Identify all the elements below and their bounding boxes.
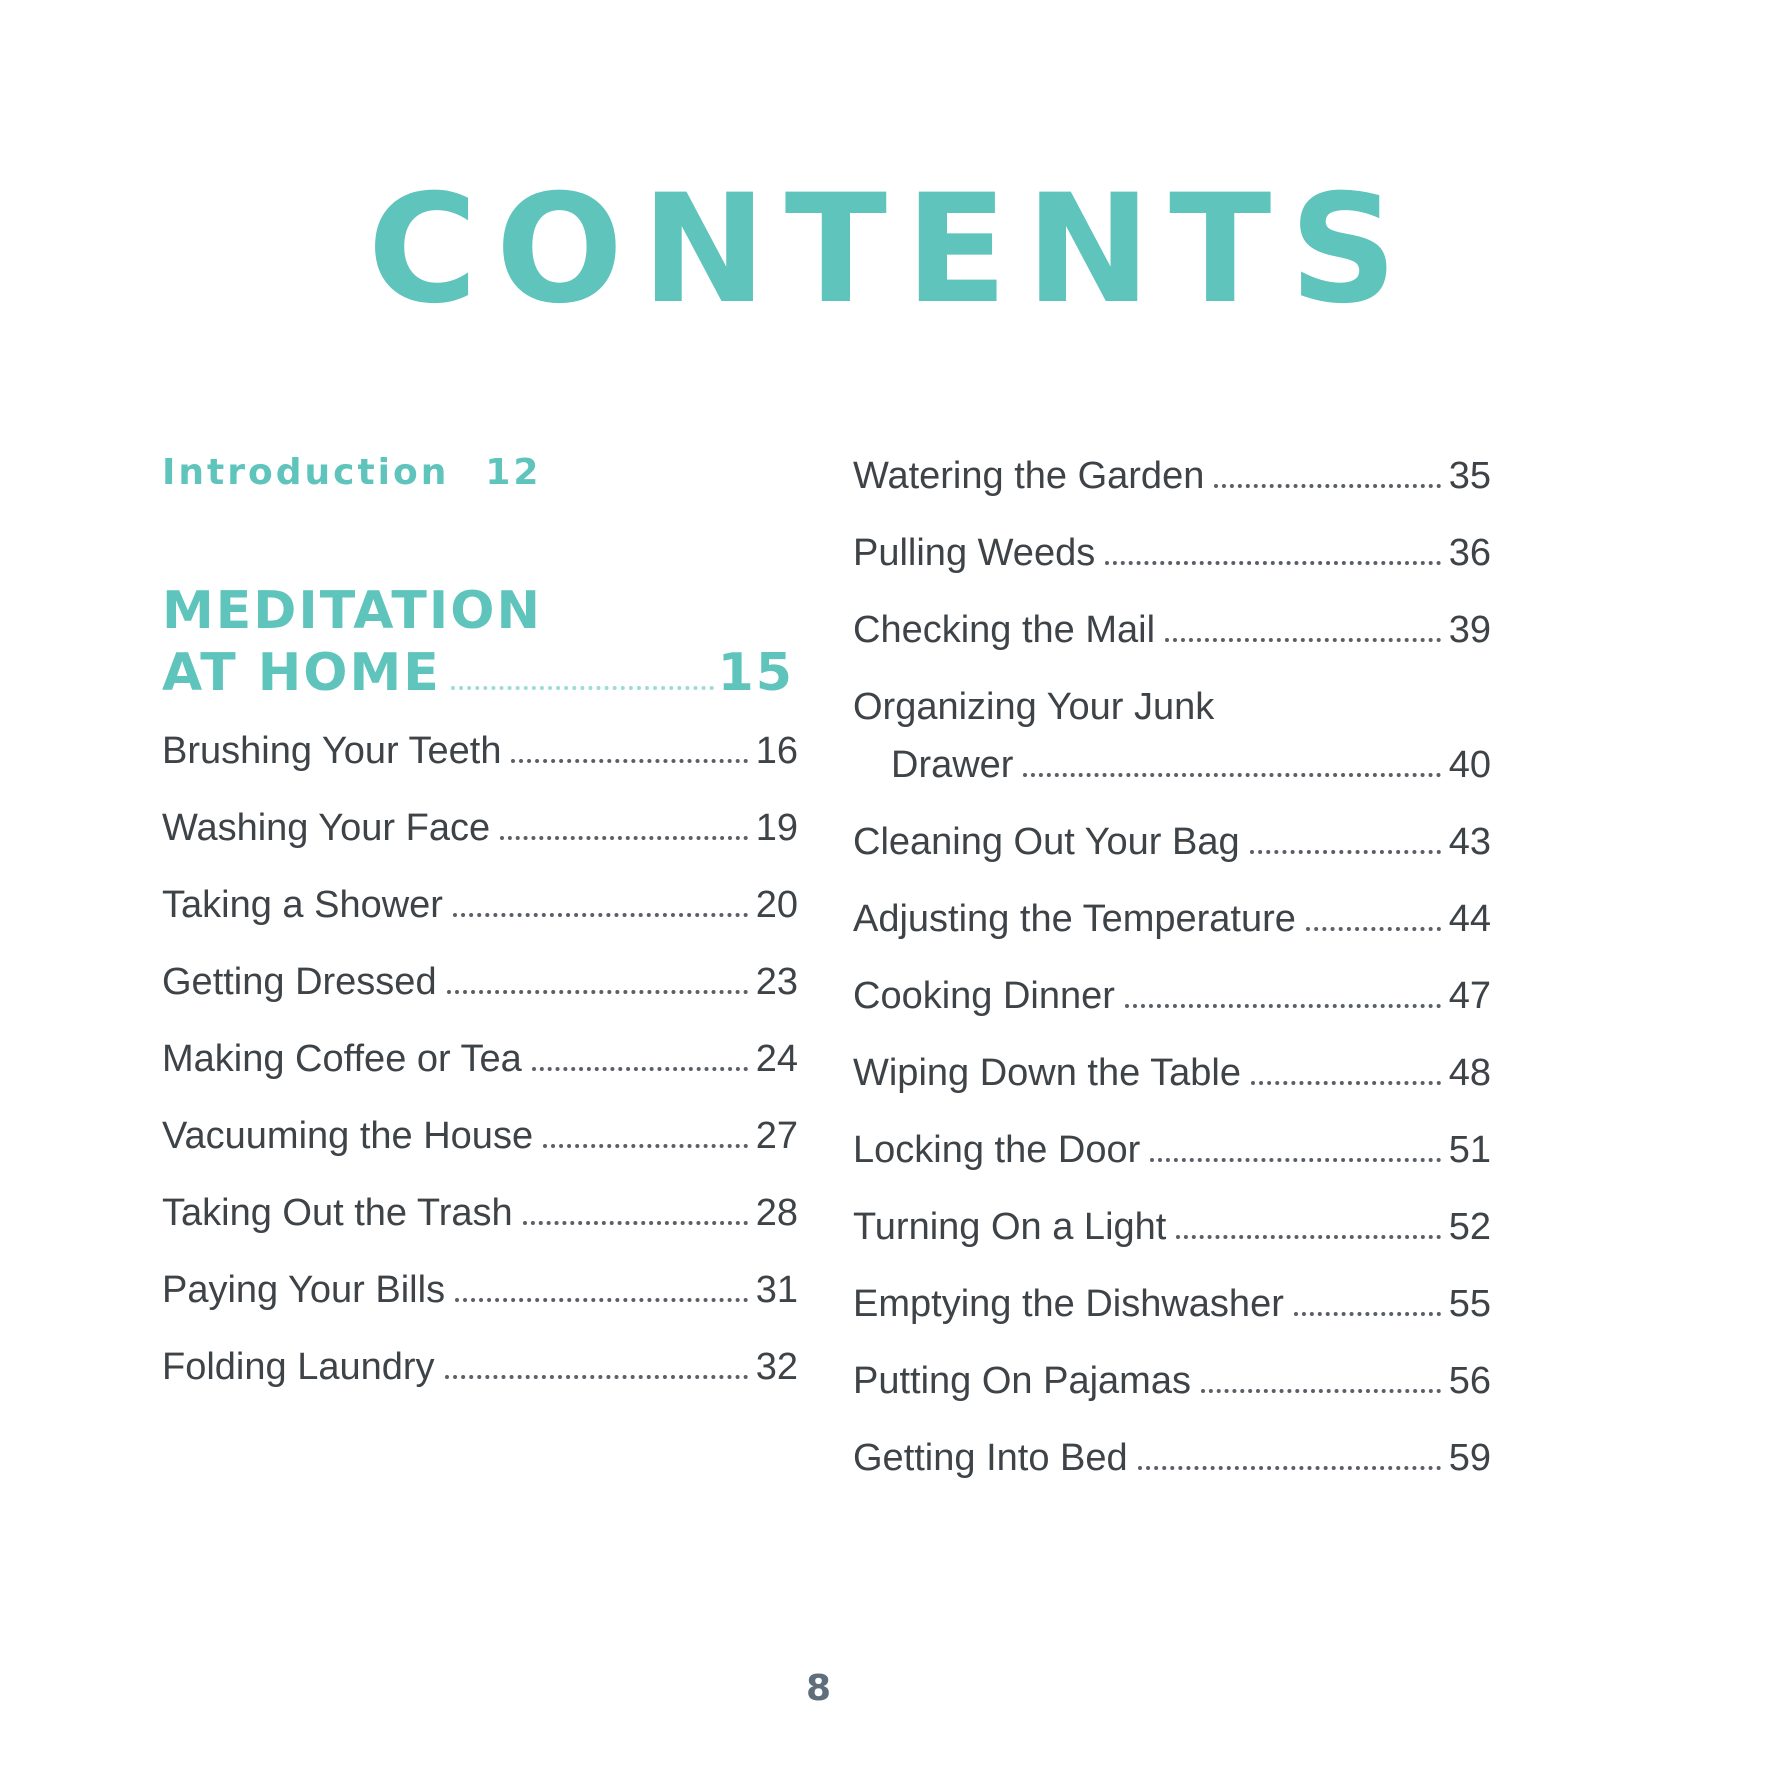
entry-page: 31	[755, 1269, 798, 1311]
toc-entry[interactable]	[162, 1346, 798, 1423]
entry-page: 55	[1448, 1283, 1491, 1325]
entry-title-continued: Drawer	[891, 744, 1014, 786]
leader-dots	[1138, 1466, 1441, 1470]
entry-title: Pulling Weeds	[853, 532, 1096, 574]
leader-dots	[1251, 1081, 1441, 1085]
entry-title: Getting Dressed	[162, 961, 437, 1003]
section-title-line2: AT HOME	[162, 643, 441, 703]
toc-introduction[interactable]	[162, 452, 542, 493]
entry-page: 23	[755, 961, 798, 1003]
toc-entry[interactable]	[853, 686, 1491, 821]
entry-title: Taking a Shower	[162, 884, 443, 926]
entry-title: Turning On a Light	[853, 1206, 1167, 1248]
leader-dots	[1294, 1312, 1441, 1316]
toc-entry[interactable]	[853, 1129, 1491, 1206]
toc-entry[interactable]	[853, 1206, 1491, 1283]
entry-page: 43	[1448, 821, 1491, 863]
leader-dots	[453, 913, 748, 917]
entry-page: 36	[1448, 532, 1491, 574]
entry-page: 48	[1448, 1052, 1491, 1094]
toc-entry[interactable]	[853, 455, 1491, 532]
entry-page: 39	[1448, 609, 1491, 651]
section-title-line1: MEDITATION	[162, 581, 542, 641]
leader-dots	[1023, 773, 1440, 777]
entry-title: Cleaning Out Your Bag	[853, 821, 1240, 863]
entry-title: Making Coffee or Tea	[162, 1038, 522, 1080]
entry-title: Getting Into Bed	[853, 1437, 1128, 1479]
page-number: 8	[805, 1668, 832, 1709]
toc-entry[interactable]	[162, 1038, 798, 1115]
leader-dots	[1201, 1389, 1441, 1393]
toc-entry[interactable]	[853, 1360, 1491, 1437]
entry-page: 40	[1448, 744, 1491, 786]
leader-dots	[532, 1067, 748, 1071]
leader-dots	[1165, 638, 1441, 642]
entry-page: 19	[755, 807, 798, 849]
toc-entry[interactable]	[162, 961, 798, 1038]
toc-entry[interactable]	[853, 609, 1491, 686]
toc-entry[interactable]	[162, 730, 798, 807]
toc-entry[interactable]	[853, 1437, 1491, 1514]
leader-dots	[523, 1221, 748, 1225]
introduction-page: 12	[485, 452, 542, 493]
entry-title: Washing Your Face	[162, 807, 491, 849]
entry-title: Cooking Dinner	[853, 975, 1115, 1017]
section-page: 15	[717, 643, 794, 703]
entry-page: 56	[1448, 1360, 1491, 1402]
entry-title: Adjusting the Temperature	[853, 898, 1296, 940]
toc-left-column	[162, 730, 798, 1423]
entry-title: Folding Laundry	[162, 1346, 435, 1388]
leader-dots	[1306, 927, 1441, 931]
entry-page: 44	[1448, 898, 1491, 940]
entry-page: 28	[755, 1192, 798, 1234]
leader-dots	[455, 1298, 748, 1302]
entry-title: Putting On Pajamas	[853, 1360, 1191, 1402]
leader-dots	[1125, 1004, 1441, 1008]
toc-entry[interactable]	[853, 532, 1491, 609]
leader-dots	[511, 759, 747, 763]
leader-dots	[543, 1144, 748, 1148]
entry-page: 20	[755, 884, 798, 926]
section-leader-dots	[451, 686, 714, 690]
entry-page: 35	[1448, 455, 1491, 497]
toc-entry[interactable]	[853, 898, 1491, 975]
page-title: CONTENTS	[367, 163, 1416, 337]
entry-page: 32	[755, 1346, 798, 1388]
leader-dots	[1150, 1158, 1440, 1162]
toc-entry[interactable]	[162, 1192, 798, 1269]
toc-entry[interactable]	[162, 1269, 798, 1346]
entry-title: Taking Out the Trash	[162, 1192, 513, 1234]
leader-dots	[445, 1375, 748, 1379]
leader-dots	[447, 990, 748, 994]
entry-page: 24	[755, 1038, 798, 1080]
toc-right-column	[853, 455, 1491, 1514]
toc-entry[interactable]	[853, 821, 1491, 898]
section-heading[interactable]	[162, 580, 794, 704]
toc-entry[interactable]	[853, 975, 1491, 1052]
entry-title: Brushing Your Teeth	[162, 730, 502, 772]
leader-dots	[1250, 850, 1441, 854]
entry-page: 16	[755, 730, 798, 772]
leader-dots	[1176, 1235, 1440, 1239]
toc-entry[interactable]	[853, 1052, 1491, 1129]
entry-page: 47	[1448, 975, 1491, 1017]
entry-title: Emptying the Dishwasher	[853, 1283, 1284, 1325]
toc-entry[interactable]	[853, 1283, 1491, 1360]
entry-page: 27	[755, 1115, 798, 1157]
entry-page: 59	[1448, 1437, 1491, 1479]
leader-dots	[500, 836, 748, 840]
leader-dots	[1105, 561, 1441, 565]
entry-title: Vacuuming the House	[162, 1115, 534, 1157]
introduction-label: Introduction	[162, 452, 450, 493]
toc-entry[interactable]	[162, 884, 798, 961]
entry-title: Watering the Garden	[853, 455, 1205, 497]
entry-title: Paying Your Bills	[162, 1269, 446, 1311]
entry-title: Organizing Your Junk	[853, 686, 1215, 728]
entry-page: 52	[1448, 1206, 1491, 1248]
entry-title: Wiping Down the Table	[853, 1052, 1241, 1094]
entry-page: 51	[1448, 1129, 1491, 1171]
leader-dots	[1214, 484, 1440, 488]
toc-entry[interactable]	[162, 807, 798, 884]
toc-entry[interactable]	[162, 1115, 798, 1192]
entry-title: Checking the Mail	[853, 609, 1156, 651]
entry-title: Locking the Door	[853, 1129, 1141, 1171]
